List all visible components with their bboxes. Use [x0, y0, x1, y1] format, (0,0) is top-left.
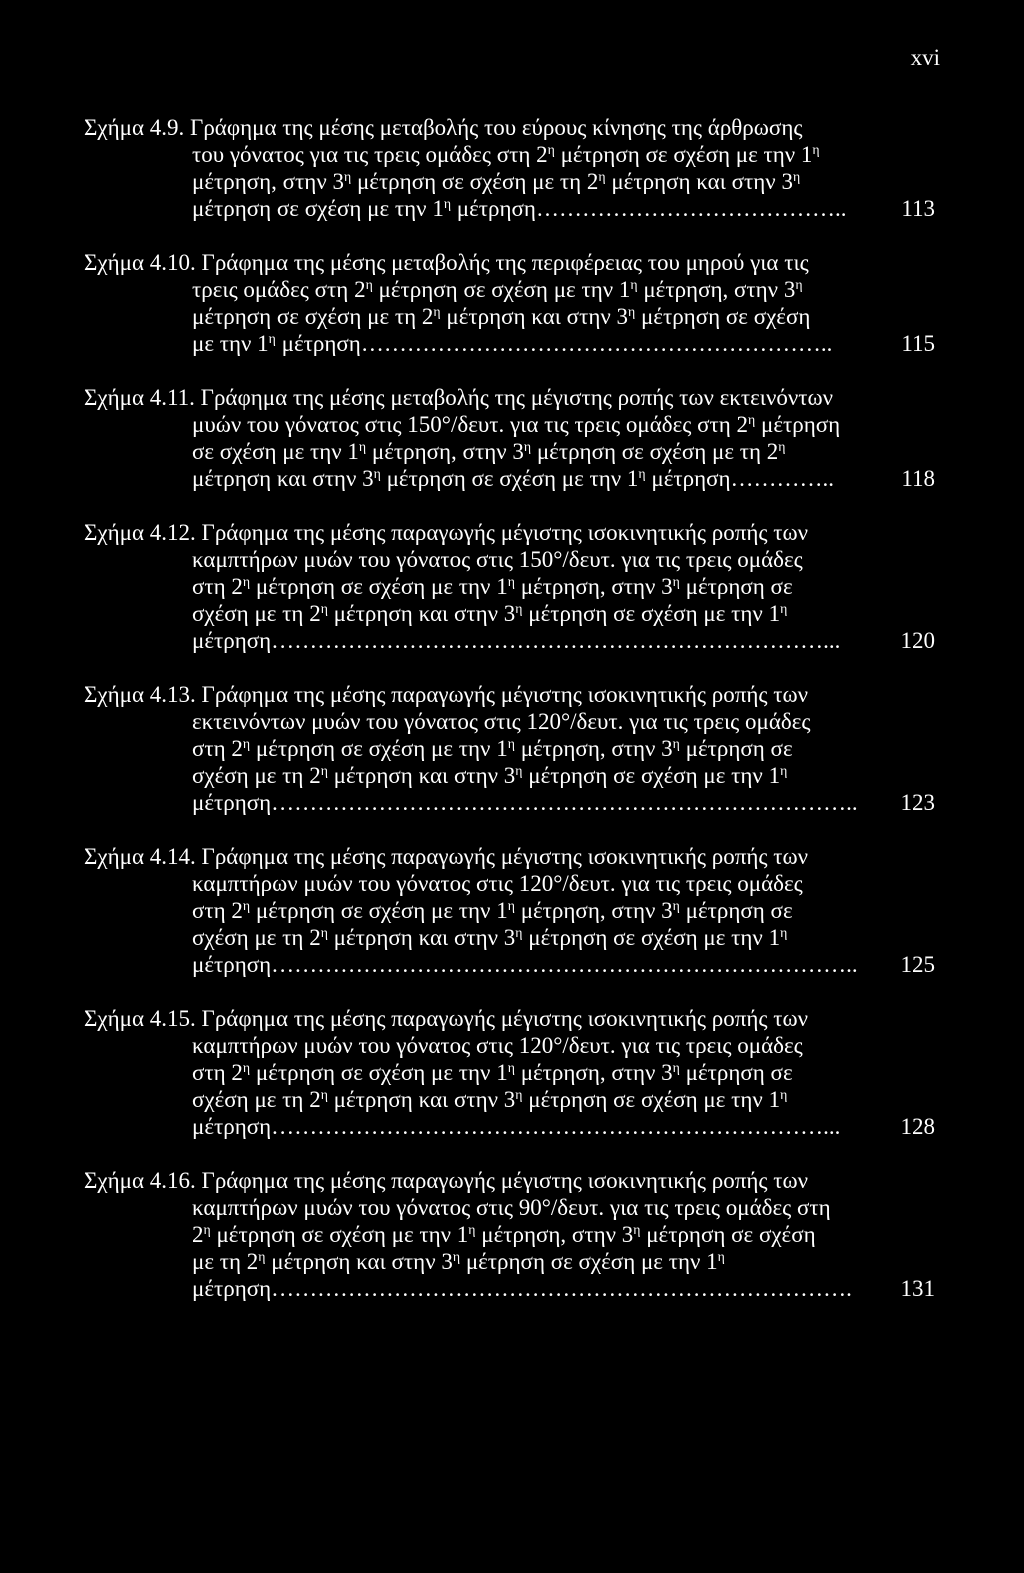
caption-text: με την $1^\eta$ μέτρηση: [192, 331, 361, 356]
ordinal-superscript: η: [598, 169, 606, 185]
entry-last-line: [84, 1113, 935, 1140]
caption-line: στη $2^\eta$ μέτρηση σε σχέση με την $1^\eta$ μέτρηση, στην $3^\eta$ μέτρηση σε: [192, 736, 793, 761]
entry-last-line: [84, 789, 935, 816]
ordinal-superscript: η: [365, 277, 373, 293]
entry-last-line: [84, 465, 935, 492]
ordinal-superscript: η: [242, 898, 251, 914]
caption-text: μέτρηση: [192, 952, 272, 977]
caption-line: καμπτήρων μυών του γόνατος στις 120°/δευτ. για τις τρεις ομάδες: [192, 871, 803, 896]
caption-text: Γράφημα της μέσης παραγωγής μέγιστης ισοκινητικής ροπής των: [201, 682, 809, 707]
caption-line: στη $2^\eta$ μέτρηση σε σχέση με την $1^\eta$ μέτρηση, στην $3^\eta$ μέτρηση σε: [192, 574, 793, 599]
ordinal-superscript: η: [343, 169, 352, 185]
caption-text: Γράφημα της μέσης μεταβολής του εύρους κίνησης της άρθρωσης: [190, 115, 803, 140]
ordinal-superscript: η: [795, 277, 803, 293]
caption-line: εκτεινόντων μυών του γόνατος στις 120°/δευτ. για τις τρεις ομάδες: [192, 709, 811, 734]
page-number: 131: [900, 1276, 935, 1301]
figure-label: Σχήμα 4.9.: [84, 115, 185, 140]
page-number: 113: [901, 196, 935, 221]
page-number: 125: [900, 952, 935, 977]
ordinal-superscript: η: [443, 196, 452, 212]
ordinal-superscript: η: [515, 1087, 523, 1103]
ordinal-superscript: η: [672, 1060, 680, 1076]
caption-line: με τη $2^\eta$ μέτρηση και στην $3^\eta$ μέτρηση σε σχέση με την $1^\eta$: [192, 1249, 725, 1274]
caption-line: τρεις ομάδες στη $2^\eta$ μέτρηση σε σχέση με την $1^\eta$ μέτρηση, στην $3^\eta$: [192, 277, 803, 302]
ordinal-superscript: η: [468, 1222, 476, 1238]
ordinal-superscript: η: [268, 331, 276, 347]
ordinal-superscript: η: [523, 439, 532, 455]
caption-text: Γράφημα της μέσης μεταβολής της περιφέρειας του μηρού για τις: [201, 250, 809, 275]
entry-first-line: [84, 843, 935, 870]
toc-entry-figure-4-11: [84, 384, 935, 492]
caption-line: σχέση με τη $2^\eta$ μέτρηση και στην $3^\eta$ μέτρηση σε σχέση με την $1^\eta$: [192, 925, 788, 950]
ordinal-superscript: η: [780, 925, 788, 941]
ordinal-superscript: η: [515, 925, 523, 941]
entry-first-line: [84, 681, 935, 708]
ordinal-superscript: η: [515, 601, 523, 617]
caption-line: στη $2^\eta$ μέτρηση σε σχέση με την $1^\eta$ μέτρηση, στην $3^\eta$ μέτρηση σε: [192, 898, 793, 923]
page-number-roman: xvi: [910, 45, 940, 70]
ordinal-superscript: η: [547, 142, 555, 158]
ordinal-superscript: η: [203, 1222, 211, 1238]
figure-label: Σχήμα 4.11.: [84, 385, 195, 410]
dot-leader: ………………………………………………………………...: [271, 1114, 841, 1139]
caption-line: σε σχέση με την $1^\eta$ μέτρηση, στην $3^\eta$ μέτρηση σε σχέση με τη $2^\eta$: [192, 439, 786, 464]
toc-entry-figure-4-12: [84, 519, 935, 654]
dot-leader: ………………………………………………………………...: [271, 628, 841, 653]
figure-label: Σχήμα 4.14.: [84, 844, 196, 869]
ordinal-superscript: η: [507, 898, 515, 914]
entry-first-line: [84, 1005, 935, 1032]
ordinal-superscript: η: [507, 1060, 515, 1076]
toc-entry-figure-4-16: [84, 1167, 935, 1302]
ordinal-superscript: η: [717, 1249, 725, 1265]
caption-line: μυών του γόνατος στις 150°/δευτ. για τις τρεις ομάδες στη $2^\eta$ μέτρηση: [192, 412, 841, 437]
ordinal-superscript: η: [320, 1087, 328, 1103]
caption-text: μέτρηση σε σχέση με την $1^\eta$ μέτρηση: [192, 196, 536, 221]
ordinal-superscript: η: [258, 1249, 266, 1265]
entry-first-line: [84, 114, 935, 141]
ordinal-superscript: η: [633, 1222, 641, 1238]
caption-line: $2^\eta$ μέτρηση σε σχέση με την $1^\eta$ μέτρηση, στην $3^\eta$ μέτρηση σε σχέση: [192, 1222, 816, 1247]
figure-label: Σχήμα 4.12.: [84, 520, 196, 545]
ordinal-superscript: η: [507, 736, 515, 752]
caption-text: μέτρηση: [192, 1276, 272, 1301]
page-number: 118: [901, 466, 935, 491]
ordinal-superscript: η: [812, 142, 820, 158]
ordinal-superscript: η: [242, 1060, 251, 1076]
ordinal-superscript: η: [242, 736, 251, 752]
toc-entry-figure-4-15: [84, 1005, 935, 1140]
dot-leader: …………………………………………………………………..: [271, 790, 858, 815]
ordinal-superscript: η: [358, 439, 367, 455]
ordinal-superscript: η: [242, 574, 251, 590]
toc-entry-figure-4-10: [84, 249, 935, 357]
ordinal-superscript: η: [672, 898, 680, 914]
ordinal-superscript: η: [672, 736, 680, 752]
figure-label: Σχήμα 4.15.: [84, 1006, 196, 1031]
entry-last-line: [84, 951, 935, 978]
ordinal-superscript: η: [780, 763, 788, 779]
ordinal-superscript: η: [748, 412, 756, 428]
toc-entry-figure-4-9: [84, 114, 935, 222]
dot-leader: …………..: [730, 466, 835, 491]
caption-line: σχέση με τη $2^\eta$ μέτρηση και στην $3^\eta$ μέτρηση σε σχέση με την $1^\eta$: [192, 763, 788, 788]
ordinal-superscript: η: [672, 574, 680, 590]
ordinal-superscript: η: [780, 1087, 788, 1103]
entry-first-line: [84, 519, 935, 546]
entry-first-line: [84, 384, 935, 411]
caption-line: του γόνατος για τις τρεις ομάδες στη $2^\eta$ μέτρηση σε σχέση με την $1^\eta$: [192, 142, 820, 167]
caption-line: καμπτήρων μυών του γόνατος στις 90°/δευτ. για τις τρεις ομάδες στη: [192, 1195, 831, 1220]
caption-line: καμπτήρων μυών του γόνατος στις 120°/δευτ. για τις τρεις ομάδες: [192, 1033, 803, 1058]
ordinal-superscript: η: [507, 574, 515, 590]
figure-label: Σχήμα 4.13.: [84, 682, 196, 707]
caption-text: Γράφημα της μέσης παραγωγής μέγιστης ισοκινητικής ροπής των: [201, 1006, 809, 1031]
toc-entry-figure-4-14: [84, 843, 935, 978]
caption-text: μέτρηση και στην $3^\eta$ μέτρηση σε σχέση με την $1^\eta$ μέτρηση: [192, 466, 731, 491]
entry-last-line: [84, 195, 935, 222]
page-number: 123: [900, 790, 935, 815]
caption-line: μέτρηση σε σχέση με τη $2^\eta$ μέτρηση και στην $3^\eta$ μέτρηση σε σχέση: [192, 304, 811, 329]
caption-text: Γράφημα της μέσης παραγωγής μέγιστης ισοκινητικής ροπής των: [201, 520, 809, 545]
page-number: 115: [901, 331, 935, 356]
toc-entry-figure-4-13: [84, 681, 935, 816]
ordinal-superscript: η: [780, 601, 788, 617]
caption-line: καμπτήρων μυών του γόνατος στις 150°/δευτ. για τις τρεις ομάδες: [192, 547, 803, 572]
list-of-figures: [84, 114, 935, 1329]
ordinal-superscript: η: [515, 763, 523, 779]
ordinal-superscript: η: [628, 304, 636, 320]
ordinal-superscript: η: [373, 466, 381, 482]
caption-text: Γράφημα της μέσης μεταβολής της μέγιστης ροπής των εκτεινόντων: [200, 385, 834, 410]
entry-first-line: [84, 1167, 935, 1194]
ordinal-superscript: η: [638, 466, 646, 482]
caption-line: σχέση με τη $2^\eta$ μέτρηση και στην $3^\eta$ μέτρηση σε σχέση με την $1^\eta$: [192, 601, 788, 626]
caption-line: στη $2^\eta$ μέτρηση σε σχέση με την $1^\eta$ μέτρηση, στην $3^\eta$ μέτρηση σε: [192, 1060, 793, 1085]
ordinal-superscript: η: [778, 439, 786, 455]
caption-text: Γράφημα της μέσης παραγωγής μέγιστης ισοκινητικής ροπής των: [201, 844, 809, 869]
entry-first-line: [84, 249, 935, 276]
caption-line: σχέση με τη $2^\eta$ μέτρηση και στην $3^\eta$ μέτρηση σε σχέση με την $1^\eta$: [192, 1087, 788, 1112]
figure-label: Σχήμα 4.16.: [84, 1168, 196, 1193]
caption-text: Γράφημα της μέσης παραγωγής μέγιστης ισοκινητικής ροπής των: [201, 1168, 809, 1193]
page-number: 128: [900, 1114, 935, 1139]
ordinal-superscript: η: [792, 169, 801, 185]
entry-last-line: [84, 330, 935, 357]
ordinal-superscript: η: [630, 277, 638, 293]
ordinal-superscript: η: [433, 304, 441, 320]
ordinal-superscript: η: [320, 925, 328, 941]
caption-text: μέτρηση: [192, 790, 272, 815]
dot-leader: ……………………………………………………..: [360, 331, 833, 356]
page-number: 120: [900, 628, 935, 653]
caption-text: μέτρηση: [192, 628, 272, 653]
caption-text: μέτρηση: [192, 1114, 272, 1139]
caption-line: μέτρηση, στην $3^\eta$ μέτρηση σε σχέση με τη $2^\eta$ μέτρηση και στην $3^\eta$: [192, 169, 801, 194]
entry-last-line: [84, 1275, 935, 1302]
dot-leader: …………………………………..: [535, 196, 847, 221]
ordinal-superscript: η: [452, 1249, 461, 1265]
ordinal-superscript: η: [320, 601, 328, 617]
ordinal-superscript: η: [320, 763, 328, 779]
dot-leader: ………………………………………………………………….: [271, 1276, 852, 1301]
entry-last-line: [84, 627, 935, 654]
dot-leader: …………………………………………………………………..: [271, 952, 858, 977]
figure-label: Σχήμα 4.10.: [84, 250, 196, 275]
